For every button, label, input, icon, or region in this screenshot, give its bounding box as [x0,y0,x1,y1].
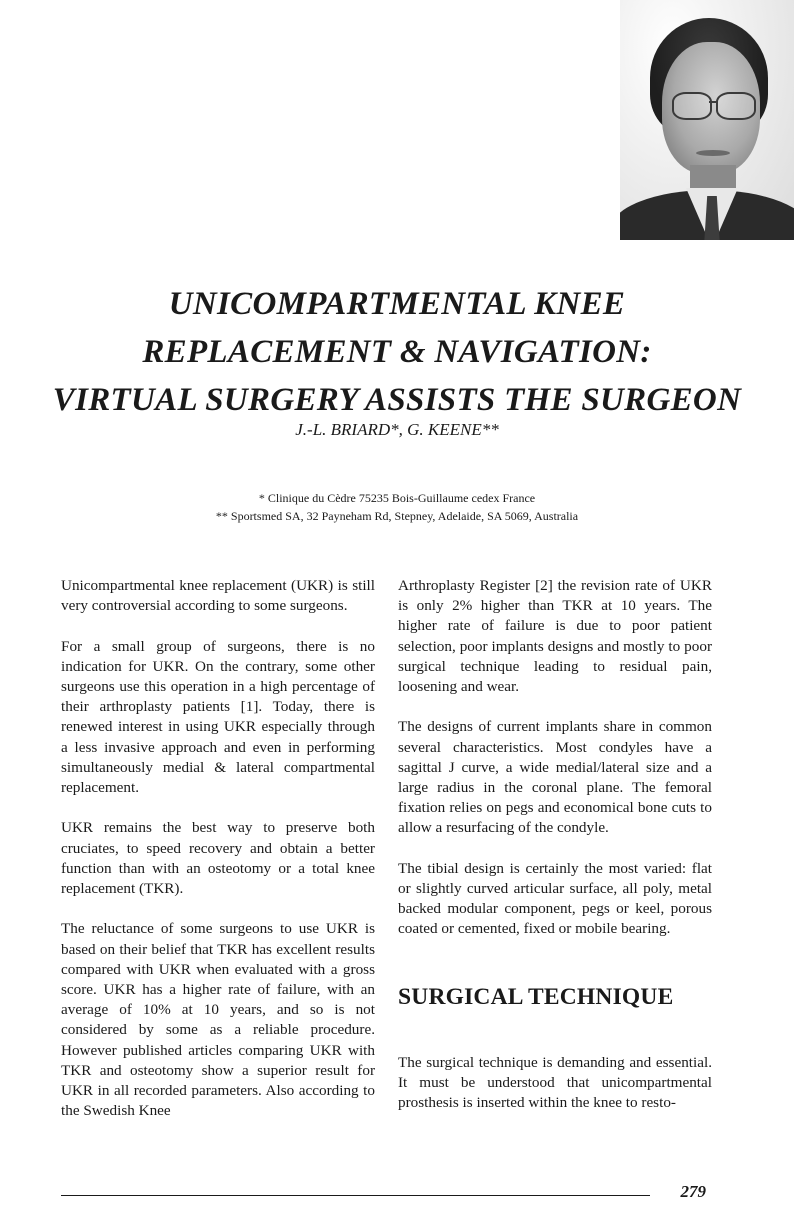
footer-rule [61,1195,650,1196]
title-line-2: REPLACEMENT & NAVIGATION: [142,334,652,370]
paragraph: The tibial design is certainly the most varied: flat or slightly curved articular surface, all poly, metal backed modular component, pegs or keel, porous coated or cemented, fixed or mobile bearing. [398,859,712,938]
title-line-3: VIRTUAL SURGERY ASSISTS THE SURGEON [52,382,742,418]
affiliation-2: ** Sportsmed SA, 32 Payneham Rd, Stepney, Adelaide, SA 5069, Australia [215,509,579,523]
paragraph: The surgical technique is demanding and essential. It must be understood that unicompartmental prosthesis is inserted within the knee to resto- [398,1053,712,1112]
title-line-1: UNICOMPARTMENTAL KNEE [168,286,626,322]
paragraph: Unicompartmental knee replacement (UKR) is still very controversial according to some surgeons. [61,577,375,615]
paragraph: UKR remains the best way to preserve both cruciates, to speed recovery and obtain a better function than with an osteotomy or a total knee replacement (TKR). [61,819,375,898]
photo-mouth [696,150,730,156]
left-column [61,576,375,1121]
photo-glasses-right [716,92,756,120]
paragraph: The reluctance of some surgeons to use UKR is based on their belief that TKR has excellent results compared with UKR when evaluated with a gross score. UKR has a higher rate of failure, with an average of 10% at 10 years, and so is not considered by some as a reliable procedure. However published articles comparing UKR with TKR and osteotomy show a superior result for UKR in all recorded parameters. Also according to the Swedish Knee [61,920,375,1120]
paper-title [40,280,754,424]
affiliation-1: * Clinique du Cèdre 75235 Bois-Guillaume cedex France [258,491,536,505]
photo-glasses-left [672,92,712,120]
author-list: J.-L. BRIARD*, G. KEENE** [295,420,499,439]
right-column [398,576,712,1113]
photo-glasses-bridge [709,101,717,103]
paragraph: For a small group of surgeons, there is no indication for UKR. On the contrary, some other surgeons use this operation in a high percentage of their arthroplasty patients [1]. Today, there is renewed interest in using UKR especially through a less invasive approach and even in performing simultaneously medial & lateral compartmental replacement. [61,637,375,797]
author-photo [620,0,794,240]
page-number: 279 [680,1182,706,1201]
section-heading: SURGICAL TECHNIQUE [398,983,674,1010]
paragraph: The designs of current implants share in common several characteristics. Most condyles have a sagittal J curve, a wide medial/lateral size and a large radius in the coronal plane. The femoral fixation relies on pegs and economical bone cuts to allow a resurfacing of the condyle. [398,718,712,837]
affiliations [40,489,754,525]
paragraph: Arthroplasty Register [2] the revision rate of UKR is only 2% higher than TKR at 10 years. The higher rate of failure is due to poor patient selection, poor implants designs and mostly to poor surgical technique leading to residual pain, loosening and wear. [398,577,712,696]
